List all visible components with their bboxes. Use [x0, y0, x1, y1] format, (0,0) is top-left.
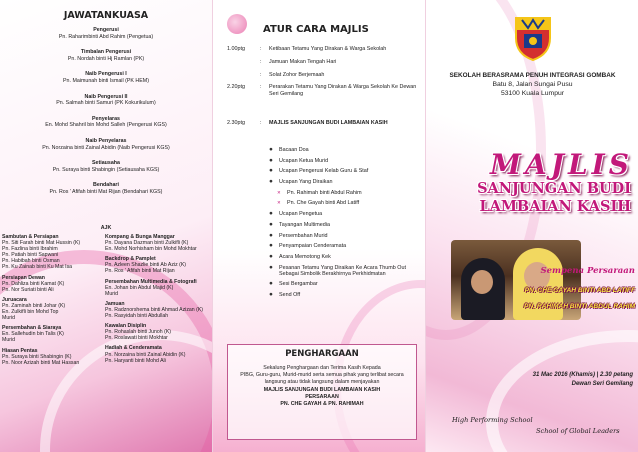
bullet-icon: ● [269, 220, 273, 228]
ajk-right-column [105, 234, 209, 368]
ajk-member: Pn. Dahliza binti Kamat (K) [2, 280, 65, 287]
honoree-name-1: PN. CHE GAYAH BINTI ABD LATIFF [524, 287, 635, 294]
committee-role [2, 49, 210, 62]
program-item [269, 281, 419, 287]
ajk-section-title: Persembahan Multimedia & Fotografi [105, 278, 197, 285]
ajk-member: Pn. Ku Zainab binti Ku Mat Isa [2, 264, 73, 271]
program-text: Bacaan Doa [279, 147, 309, 153]
committee-role [2, 160, 210, 173]
ajk-section-title: Backdrop & Pamplet [105, 256, 156, 263]
role-name: Pn. Nordah binti Hj Ramlan (PK) [67, 55, 145, 62]
bullet-icon: ● [269, 252, 273, 260]
ajk-member: Pn. Norzaina binti Zainal Abidin (K) [105, 351, 186, 358]
agenda-colon: : [260, 72, 262, 78]
ajk-section [2, 234, 106, 271]
ajk-section [2, 275, 106, 293]
appreciation-line: Sekalung Penghargaan dan Terima Kasih Kepada [263, 365, 381, 371]
bullet-icon: ● [269, 178, 273, 186]
committee-panel [0, 0, 212, 452]
agenda-heading: ATUR CARA MAJLIS [263, 24, 369, 35]
program-text: Ucapan Pengetua [279, 211, 323, 218]
appreciation-bold-line: MAJLIS SANJUNGAN BUDI LAMBAIAN KASIH [263, 386, 381, 393]
role-title: Naib Penyelaras [85, 137, 127, 144]
ajk-member: En. Zulkifli bin Mohd Top [2, 309, 59, 316]
agenda-time: 1.00ptg [227, 46, 245, 52]
ajk-member: En. Sallehudin bin Talis (K) [2, 331, 64, 338]
program-item [269, 179, 419, 185]
role-name: Pn. Salmah binti Samuri (PK Kokurikulum) [56, 100, 156, 107]
agenda-desc: Ketibaan Tetamu Yang Dirakan & Warga Sekolah [269, 46, 387, 52]
ajk-section [105, 279, 209, 297]
program-text: Ucapan Ketua Murid [279, 157, 329, 164]
cross-bullet-icon: ✕ [277, 200, 281, 206]
appreciation-heading: PENGHARGAAN [285, 349, 359, 359]
ajk-member: Pn. Suraya binti Shabingin (K) [2, 353, 72, 360]
committee-roles [2, 27, 210, 196]
bullet-icon: ● [269, 290, 273, 298]
appreciation-line: langsung atau tidak langsung dalam menjayakan [264, 379, 380, 386]
agenda-desc: Solat Zohor Berjemaah [269, 72, 325, 78]
appreciation-bold-line: PN. CHE GAYAH & PN. RAHIMAH [280, 401, 364, 408]
ajk-member: Pn. Azleen Shazlie binti Ab Aziz (K) [105, 262, 187, 269]
appreciation-line: PIBG, Guru-guru, Murid-murid serta semua pihak yang terlibat secara [240, 372, 404, 379]
ajk-section-title: Jamuan [105, 300, 125, 307]
ajk-section-title: Persembahan & Siaraya [2, 325, 62, 332]
program-item [269, 265, 419, 277]
role-title: Bendahari [93, 182, 119, 189]
event-venue: Dewan Seri Gemilang [571, 381, 633, 387]
role-title: Pengerusi [93, 27, 119, 33]
program-text: Pesanan Tetamu Yang Diraikan Ke Acara Thumb Out Sebagai Simbolik Berakhirnya Perkhidmatan [279, 264, 406, 277]
program-item [269, 243, 419, 249]
ajk-section-title: Kompang & Bunga Manggar [105, 234, 175, 240]
program-text: Ucapan Yang Diraikan [279, 179, 333, 186]
program-text: Acara Memotong Kek [279, 253, 331, 260]
ajk-member: Pn. Ros ' Afifah binti Mat Rijan [105, 268, 175, 275]
school-name: SEKOLAH BERASRAMA PENUH INTEGRASI GOMBAK [449, 72, 616, 79]
honoree-name-2: PN. RAHIMAH BINTI ABDUL RAHIM [524, 303, 635, 310]
appreciation-text [231, 365, 413, 408]
school-address-line1: Batu 8, Jalan Sungai Pusu [492, 81, 573, 88]
role-name: Pn. Maimunah binti Ismail (PK HEM) [63, 77, 149, 84]
ajk-member: Pn. Roslawati binti Mokhtar [105, 335, 168, 342]
role-title: Naib Pengerusi II [84, 93, 128, 100]
role-name: En. Mohd Shahril bin Mohd Salleh (Pengerusi KGS) [45, 122, 167, 129]
ajk-section [105, 234, 209, 252]
role-name: Pn. Ros ' Afifah binti Mat Rijan (Bendahari KGS) [49, 188, 163, 195]
agenda-colon: : [260, 120, 262, 126]
program-item [269, 233, 419, 239]
program-item [269, 147, 419, 153]
ajk-member: Pn. Fazlina binti Ibrahim [2, 246, 58, 253]
event-title-line2: SANJUNGAN BUDI [477, 180, 631, 197]
agenda-colon: : [260, 59, 262, 65]
ajk-member: Murid [2, 315, 15, 322]
ajk-label: AJK [100, 225, 112, 231]
agenda-panel [212, 0, 426, 452]
school-crest-icon [512, 14, 554, 62]
bullet-icon: ● [269, 280, 273, 288]
honoree-face [471, 270, 493, 294]
committee-role [2, 182, 210, 195]
role-title: Setiausaha [92, 160, 120, 167]
ajk-member: Pn. Rasyidah binti Abdullah [105, 313, 169, 320]
ajk-section [105, 345, 209, 363]
event-subtitle: Sempena Persaraan [540, 266, 635, 276]
cross-bullet-icon: ✕ [277, 189, 281, 195]
agenda-time: 2.30ptg [227, 120, 245, 126]
agenda-desc: Jamuan Makan Tengah Hari [269, 59, 337, 65]
ajk-section [105, 256, 209, 274]
program-item [269, 222, 419, 228]
ajk-member: Pn. Siti Farah binti Mat Hussin (K) [2, 240, 81, 247]
ajk-section-title: Hadiah & Cenderamata [105, 345, 162, 352]
ajk-member: Pn. Zaminah binti Johar (K) [2, 302, 66, 309]
committee-role [2, 116, 210, 129]
bullet-icon: ● [269, 167, 273, 175]
program-item [269, 211, 419, 217]
ajk-member: Pn. Noor Azizah binti Mat Hassan [2, 359, 80, 366]
committee-role [2, 27, 210, 40]
role-title: Penyelaras [92, 115, 120, 122]
program-item [269, 168, 419, 174]
committee-role [2, 94, 210, 107]
agenda-colon: : [260, 84, 262, 90]
event-title-majlis: MAJLIS [490, 148, 633, 181]
role-name: Pn. Suraya binti Shabingin (Setiausaha KGS) [52, 166, 160, 173]
bullet-icon: ● [269, 263, 273, 271]
committee-role [2, 138, 210, 151]
committee-heading: JAWATANKUASA [63, 10, 149, 21]
ajk-section-title: Juruacara [2, 296, 27, 303]
bullet-icon: ● [269, 156, 273, 164]
ajk-member: Murid [105, 290, 118, 297]
program-list [269, 147, 419, 303]
ajk-member: En. Johan bin Abdul Majid (K) [105, 284, 174, 291]
event-title-line3: LAMBAIAN KASIH [479, 198, 631, 215]
ajk-section [2, 348, 106, 366]
agenda-desc: Perarakan Tetamu Yang Dirakan & Warga Sekolah Ke Dewan Seri Gemilang [269, 84, 417, 97]
ajk-member: En. Mohd Norhisham bin Mohd Mokhtar [105, 246, 197, 253]
agenda-desc: MAJLIS SANJUNGAN BUDI LAMBAIAN KASIH [269, 120, 388, 126]
school-address-line2: 53100 Kuala Lumpur [500, 90, 565, 97]
ajk-section-title: Sambutan & Persiapan [2, 234, 59, 240]
ajk-section [2, 297, 106, 321]
program-text: Persembahan Murid [279, 232, 328, 239]
bullet-icon: ● [269, 210, 273, 218]
role-name: Pn. Norzaina binti Zainal Abidin (Naib Pengerusi KGS) [42, 144, 170, 151]
ajk-member: Pn. Haryanti binti Mohd Ali [105, 357, 166, 364]
appreciation-bold-line: PERSARAAN [305, 393, 339, 400]
program-text: Sesi Bergambar [279, 281, 318, 288]
flower-icon [227, 14, 247, 34]
ajk-member: Murid [2, 337, 15, 344]
role-title: Timbalan Pengerusi [80, 49, 132, 56]
program-text: Pn. Rahimah binti Abdul Rahim [287, 189, 362, 196]
ajk-member: Pn. Habibah binti Osman [2, 258, 60, 265]
agenda-colon: : [260, 46, 262, 52]
bullet-icon: ● [269, 146, 273, 153]
ajk-member: Pn. Nor Suriati binti Ali [2, 286, 54, 293]
tagline-2: School of Global Leaders [536, 427, 620, 435]
role-title: Naib Pengerusi I [85, 71, 127, 78]
ajk-section [105, 323, 209, 341]
agenda-time: 2.20ptg [227, 84, 245, 90]
program-item [269, 158, 419, 164]
bullet-icon: ● [269, 242, 273, 250]
bullet-icon: ● [269, 231, 273, 239]
appreciation-box [227, 344, 417, 440]
ajk-section [2, 325, 106, 343]
ajk-section-title: Hiasan Pentas [2, 347, 38, 354]
ajk-member: Pn. Radznorshema binti Ahmad Azizan (K) [105, 306, 204, 313]
ajk-member: Pn. Patiah binti Sapwani [2, 252, 59, 259]
program-sub-item [269, 190, 419, 196]
committee-role [2, 71, 210, 84]
ajk-member: Pn. Rohaslah binti Junoh (K) [105, 329, 172, 336]
program-text: Tayangan Multimedia [279, 221, 330, 228]
ajk-section-title: Persiapan Dewan [2, 274, 45, 281]
program-text: Penyampaian Cenderamata [279, 243, 347, 250]
tagline-1: High Performing School [452, 416, 533, 424]
cover-panel [425, 0, 638, 452]
program-sub-item [269, 200, 419, 206]
program-text: Ucapan Pengerusi Kelab Guru & Staf [279, 168, 369, 175]
ajk-section [105, 301, 209, 319]
ajk-section-title: Kawalan Disiplin [105, 323, 147, 330]
ajk-left-column [2, 234, 106, 370]
program-item [269, 292, 419, 298]
ajk-member: Pn. Dayana Dazman binti Zulkifli (K) [105, 240, 189, 247]
program-text: Pn. Che Gayah binti Abd Latiff [287, 200, 360, 207]
program-item [269, 254, 419, 260]
event-date: 31 Mac 2016 (Khamis) | 2.30 petang [532, 372, 633, 378]
role-name: Pn. Raharimbinti Abd Rahim (Pengetua) [58, 33, 154, 40]
program-text: Send Off [279, 291, 301, 298]
